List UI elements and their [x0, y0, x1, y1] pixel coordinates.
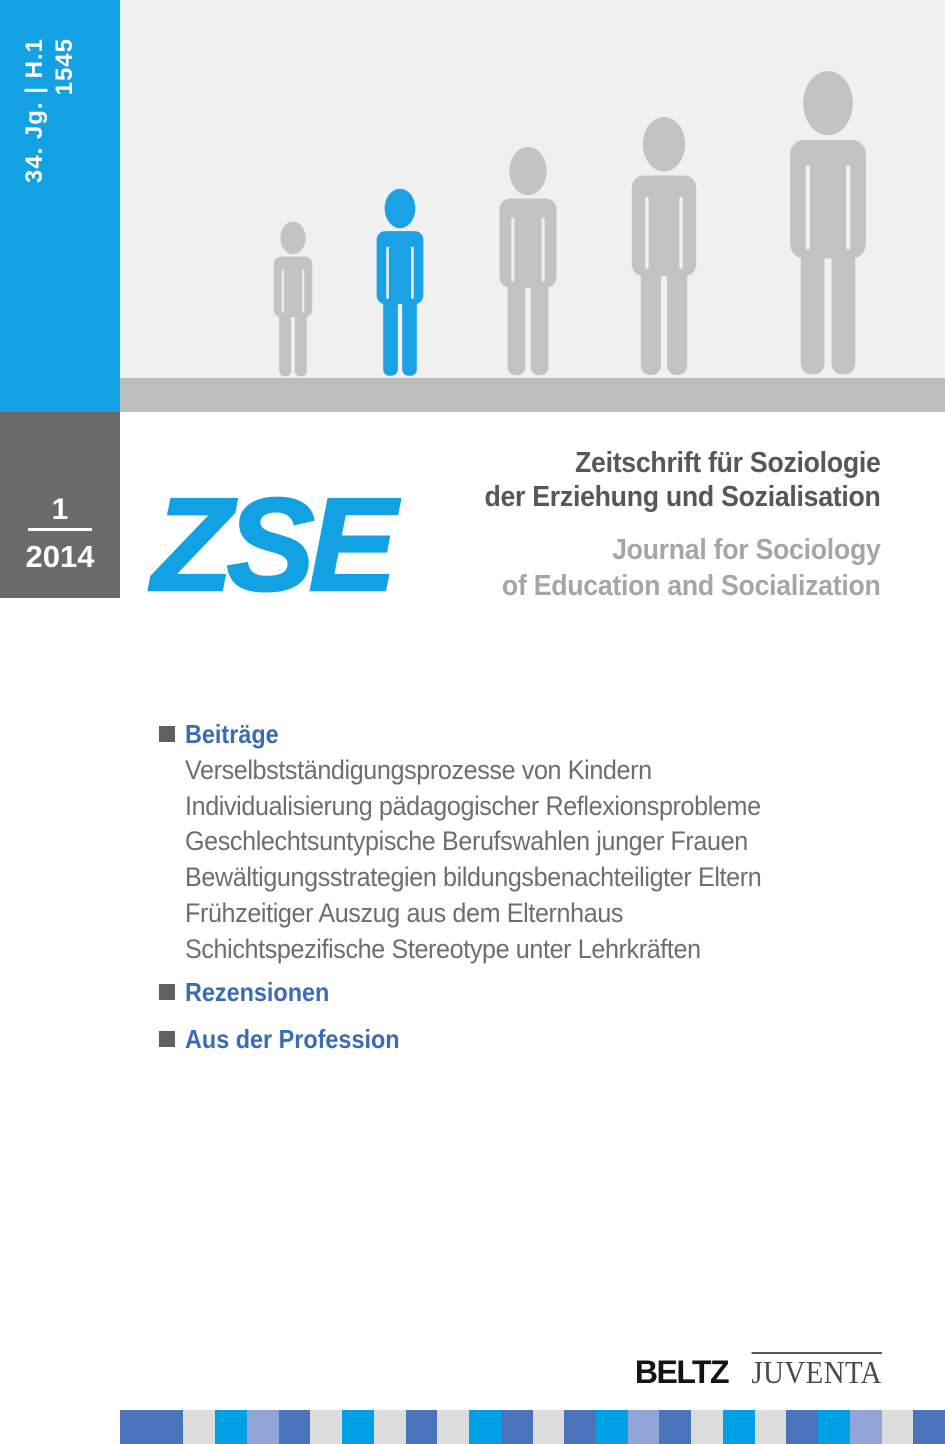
growth-figures-banner	[120, 0, 945, 412]
stripe-segment	[564, 1410, 596, 1444]
section-label: Beiträge	[185, 719, 279, 749]
journal-title-german-line1: Zeitschrift für Soziologie	[575, 447, 881, 479]
stripe-segment	[152, 1410, 184, 1444]
issue-divider-rule	[28, 528, 92, 531]
journal-title-german	[485, 447, 881, 514]
publisher-beltz-wordmark: BELTZ	[634, 1354, 729, 1390]
square-bullet-icon	[159, 984, 175, 1000]
stripe-segment	[913, 1410, 945, 1444]
bottom-stripe-bar	[120, 1410, 945, 1444]
issue-number: 1	[51, 493, 69, 526]
stripe-segment	[628, 1410, 660, 1444]
issue-year: 2014	[25, 539, 95, 574]
stripe-segment	[310, 1410, 342, 1444]
contents-item-list	[185, 753, 761, 967]
stripe-segment	[342, 1410, 374, 1444]
square-bullet-icon	[159, 726, 175, 742]
publisher-juventa-wordmark: JUVENTA	[751, 1354, 882, 1390]
stripe-segment	[533, 1410, 565, 1444]
issue-box	[0, 412, 120, 598]
banner-floor-bar	[120, 378, 945, 412]
contents-item: Verselbstständigungsprozesse von Kindern	[185, 755, 652, 785]
stripe-segment	[659, 1410, 691, 1444]
stripe-segment	[818, 1410, 850, 1444]
stripe-segment	[723, 1410, 755, 1444]
contents-item: Geschlechtsuntypische Berufswahlen junger Frauen	[185, 826, 748, 857]
stripe-segment	[374, 1410, 406, 1444]
contents-item: Individualisierung pädagogischer Reflexionsprobleme	[185, 790, 761, 821]
square-bullet-icon	[159, 1031, 175, 1047]
stripe-segment	[279, 1410, 311, 1444]
section-label: Aus der Profession	[185, 1024, 400, 1054]
contents-item: Schichtspezifische Stereotype unter Lehrkräften	[185, 933, 701, 964]
stripe-segment	[596, 1410, 628, 1444]
spine-number: 1545	[51, 38, 78, 96]
stripe-segment	[501, 1410, 533, 1444]
stripe-segment	[437, 1410, 469, 1444]
section-rezensionen	[159, 979, 345, 1005]
spine-volume-issue: 34. Jg. | H.1	[21, 38, 48, 184]
stripe-segment	[247, 1410, 279, 1444]
stripe-segment	[406, 1410, 438, 1444]
journal-title-english-line1: Journal for Sociology	[612, 534, 881, 566]
contents-item: Bewältigungsstrategien bildungsbenachteiligter Eltern	[185, 862, 762, 893]
publisher-logo	[635, 1352, 882, 1388]
spine-bar	[0, 0, 120, 412]
stripe-segment	[755, 1410, 787, 1444]
spine-text	[0, 0, 120, 412]
stripe-segment	[882, 1410, 914, 1444]
section-aus-der-profession	[159, 1026, 423, 1052]
stripe-segment	[183, 1410, 215, 1444]
journal-title-english-line2: of Education and Socialization	[502, 569, 881, 602]
stripe-segment	[850, 1410, 882, 1444]
stripe-segment	[786, 1410, 818, 1444]
stripe-segment	[215, 1410, 247, 1444]
stripe-segment	[691, 1410, 723, 1444]
section-label: Rezensionen	[185, 977, 330, 1007]
zse-logo: ZSE	[152, 471, 391, 618]
contents-item: Frühzeitiger Auszug aus dem Elternhaus	[185, 897, 624, 928]
journal-title-english	[502, 533, 881, 604]
stripe-segment	[469, 1410, 501, 1444]
journal-title-german-line2: der Erziehung und Sozialisation	[484, 480, 881, 513]
section-beitraege	[159, 721, 289, 747]
stripe-segment	[120, 1410, 152, 1444]
